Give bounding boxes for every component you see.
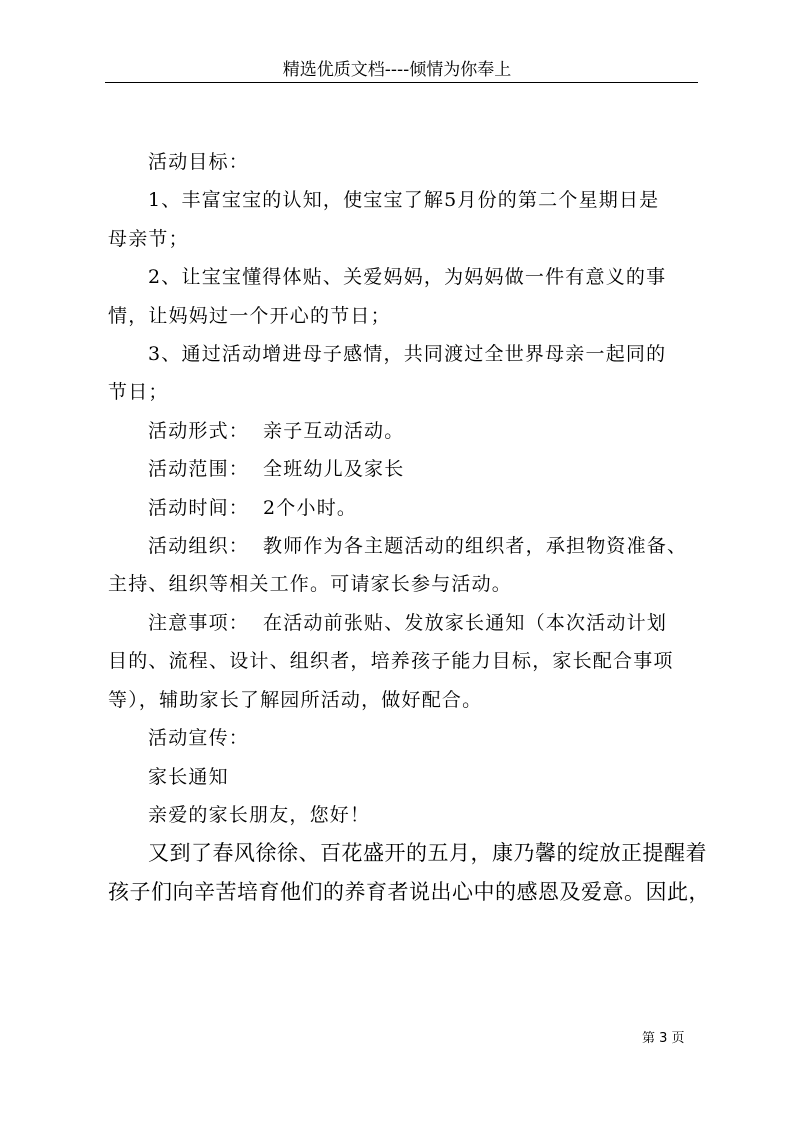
greeting: 亲爱的家长朋友，您好！ xyxy=(148,803,371,826)
goal-item-1-cont: 母亲节； xyxy=(108,227,189,250)
goal-item-2: 2、让宝宝懂得体贴、关爱妈妈，为妈妈做一件有意义的事 xyxy=(148,266,667,289)
goal-item-3-cont: 节日； xyxy=(108,381,169,404)
activity-org-cont: 主持、组织等相关工作。可请家长参与活动。 xyxy=(108,573,513,596)
promo-heading: 活动宣传： xyxy=(148,727,250,750)
activity-form-label: 活动形式： xyxy=(148,419,250,442)
goal-heading: 活动目标： xyxy=(148,151,250,173)
activity-scope-label: 活动范围： xyxy=(148,458,250,481)
activity-form-value: 亲子互动活动。 xyxy=(263,419,405,442)
activity-time-label: 活动时间： xyxy=(148,496,250,519)
goal-item-2-cont: 情，让妈妈过一个开心的节日； xyxy=(108,304,391,327)
notice-title: 家长通知 xyxy=(148,765,229,788)
header-divider xyxy=(105,82,698,83)
notes-cont-2: 等），辅助家长了解园所活动，做好配合。 xyxy=(108,688,483,711)
page-number: 第 3 页 xyxy=(642,1031,685,1046)
activity-org-label: 活动组织： xyxy=(148,535,250,558)
activity-time-value: 2个小时。 xyxy=(263,496,358,519)
goal-item-3: 3、通过活动增进母子感情，共同渡过全世界母亲一起同的 xyxy=(148,343,667,366)
activity-scope-line xyxy=(108,450,698,488)
activity-scope-value: 全班幼儿及家长 xyxy=(263,458,405,481)
notes-label: 注意事项： xyxy=(148,611,250,634)
goal-item-1: 1、丰富宝宝的认知，使宝宝了解5月份的第二个星期日是 xyxy=(148,189,660,212)
activity-form-line xyxy=(108,412,698,450)
header-title: 精选优质文档----倾情为你奉上 xyxy=(282,60,512,80)
notes-line xyxy=(108,604,698,642)
paragraph-line-2: 孩子们向辛苦培育他们的养育者说出心中的感恩及爱意。因此， xyxy=(108,879,710,904)
notes-cont-1: 目的、流程、设计、组织者，培养孩子能力目标，家长配合事项 xyxy=(108,650,674,673)
paragraph-line-1: 又到了春风徐徐、百花盛开的五月，康乃馨的绽放正提醒着 xyxy=(148,841,707,866)
document-body xyxy=(108,143,710,911)
activity-time-line xyxy=(108,489,698,527)
activity-org-value: 教师作为各主题活动的组织者，承担物资准备、 xyxy=(263,535,688,558)
activity-org-line xyxy=(108,527,698,565)
notes-value: 在活动前张贴、发放家长通知（本次活动计划 xyxy=(263,611,668,634)
